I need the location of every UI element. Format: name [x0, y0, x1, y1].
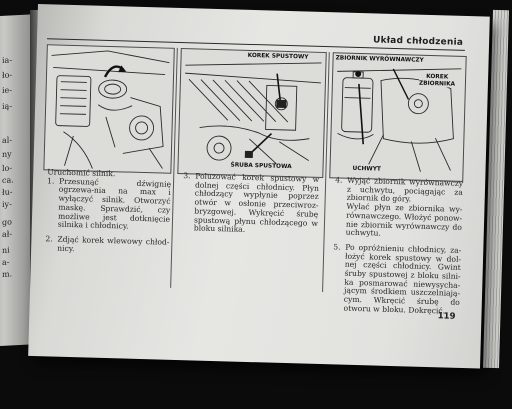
column-3	[331, 176, 463, 322]
label-drain-plug: KOREK SPUSTOWY	[247, 52, 309, 61]
step-1	[46, 177, 171, 233]
step-text: Przesunąć dźwignię ogrzewa-nia na max i wyłączyć silnik. Otworzyć maskę. Sprawdzić, czy możliwe jest dotknięcie silnika i chłodnicy.	[57, 176, 172, 231]
step-5	[331, 243, 461, 316]
step-text: Zdjąć korek wlewowy chłod-nicy.	[57, 234, 170, 253]
previous-page-edge	[0, 14, 32, 347]
step-text: Wyjąć zbiornik wyrównawczy z uchwytu, pociągając za zbiornik do góry.	[346, 175, 464, 204]
step-3	[182, 172, 320, 237]
page-fragment: iy-	[2, 199, 12, 209]
step-text: Po opróżnieniu chłodnicy, za-łożyć korek spustowy w dol-nej części chłodnicy. Gwint śruby spustowej z bloku silni-ka posmarować niewysycha-jącym środkiem uszczelniają-cym. Wkręcić śrubę do otworu w bloku. Dokręcić.	[343, 242, 462, 316]
label-bracket: UCHWYT	[352, 165, 381, 173]
page-fragment: lo-	[2, 163, 13, 173]
page-fragment: m.	[2, 269, 13, 279]
figure-reservoir	[329, 52, 466, 182]
column-2	[181, 172, 319, 243]
page-fragment: go	[2, 217, 12, 227]
page-number: 119	[437, 311, 456, 322]
intro-text: Uruchomić silnik.	[47, 167, 116, 179]
page-fragment: łu-	[2, 187, 13, 197]
step-number: 3.	[183, 171, 191, 181]
page-fragment: ło-	[2, 70, 13, 80]
page-fragment: ca.	[2, 175, 14, 185]
engine-illustration-2	[178, 49, 325, 177]
step-4-subtext: Wylać płyn ze zbiornika wy-równawczego. Włożyć ponow-nie zbiornik wyrównawczy do uchwytu.	[345, 201, 463, 238]
page-fragment: ny	[2, 149, 12, 159]
page-fragment: ał-	[2, 229, 13, 239]
step-number: 5.	[333, 242, 341, 252]
step-number: 1.	[46, 176, 55, 186]
step-text: Poluzować korek spustowy w dolnej części chłodnicy. Płyn chłodzący wypłynie poprzez otwór w osłonie przeciwroz-bryzgowej. Wykręcić śrubę spustową płynu chłodzącego w bloku silnika.	[193, 171, 320, 235]
label-drain-bolt: ŚRUBA SPUSTOWA	[230, 162, 292, 171]
column-1	[45, 168, 171, 262]
page-fragment: ie-	[2, 85, 12, 95]
engine-illustration-1	[44, 45, 173, 172]
label-reservoir: ZBIORNIK WYRÓWNAWCZY	[335, 55, 424, 64]
step-number: 4.	[335, 175, 343, 185]
page-fragment: a-	[2, 257, 10, 267]
figure-drain-plug	[177, 48, 326, 178]
manual-page	[28, 4, 490, 368]
page-fragment: ią-	[2, 101, 13, 111]
section-title: Układ chłodzenia	[372, 35, 464, 48]
page-fragment: al-	[2, 135, 13, 145]
figure-radiator-cap	[43, 44, 174, 174]
step-number: 2.	[45, 234, 53, 244]
step-2	[45, 235, 169, 256]
label-reservoir-cap: KOREK ZBIORNIKA	[418, 73, 456, 88]
page-fragment: ni	[2, 245, 10, 255]
engine-illustration-3	[330, 53, 465, 181]
page-fragment: ia-	[2, 55, 13, 65]
